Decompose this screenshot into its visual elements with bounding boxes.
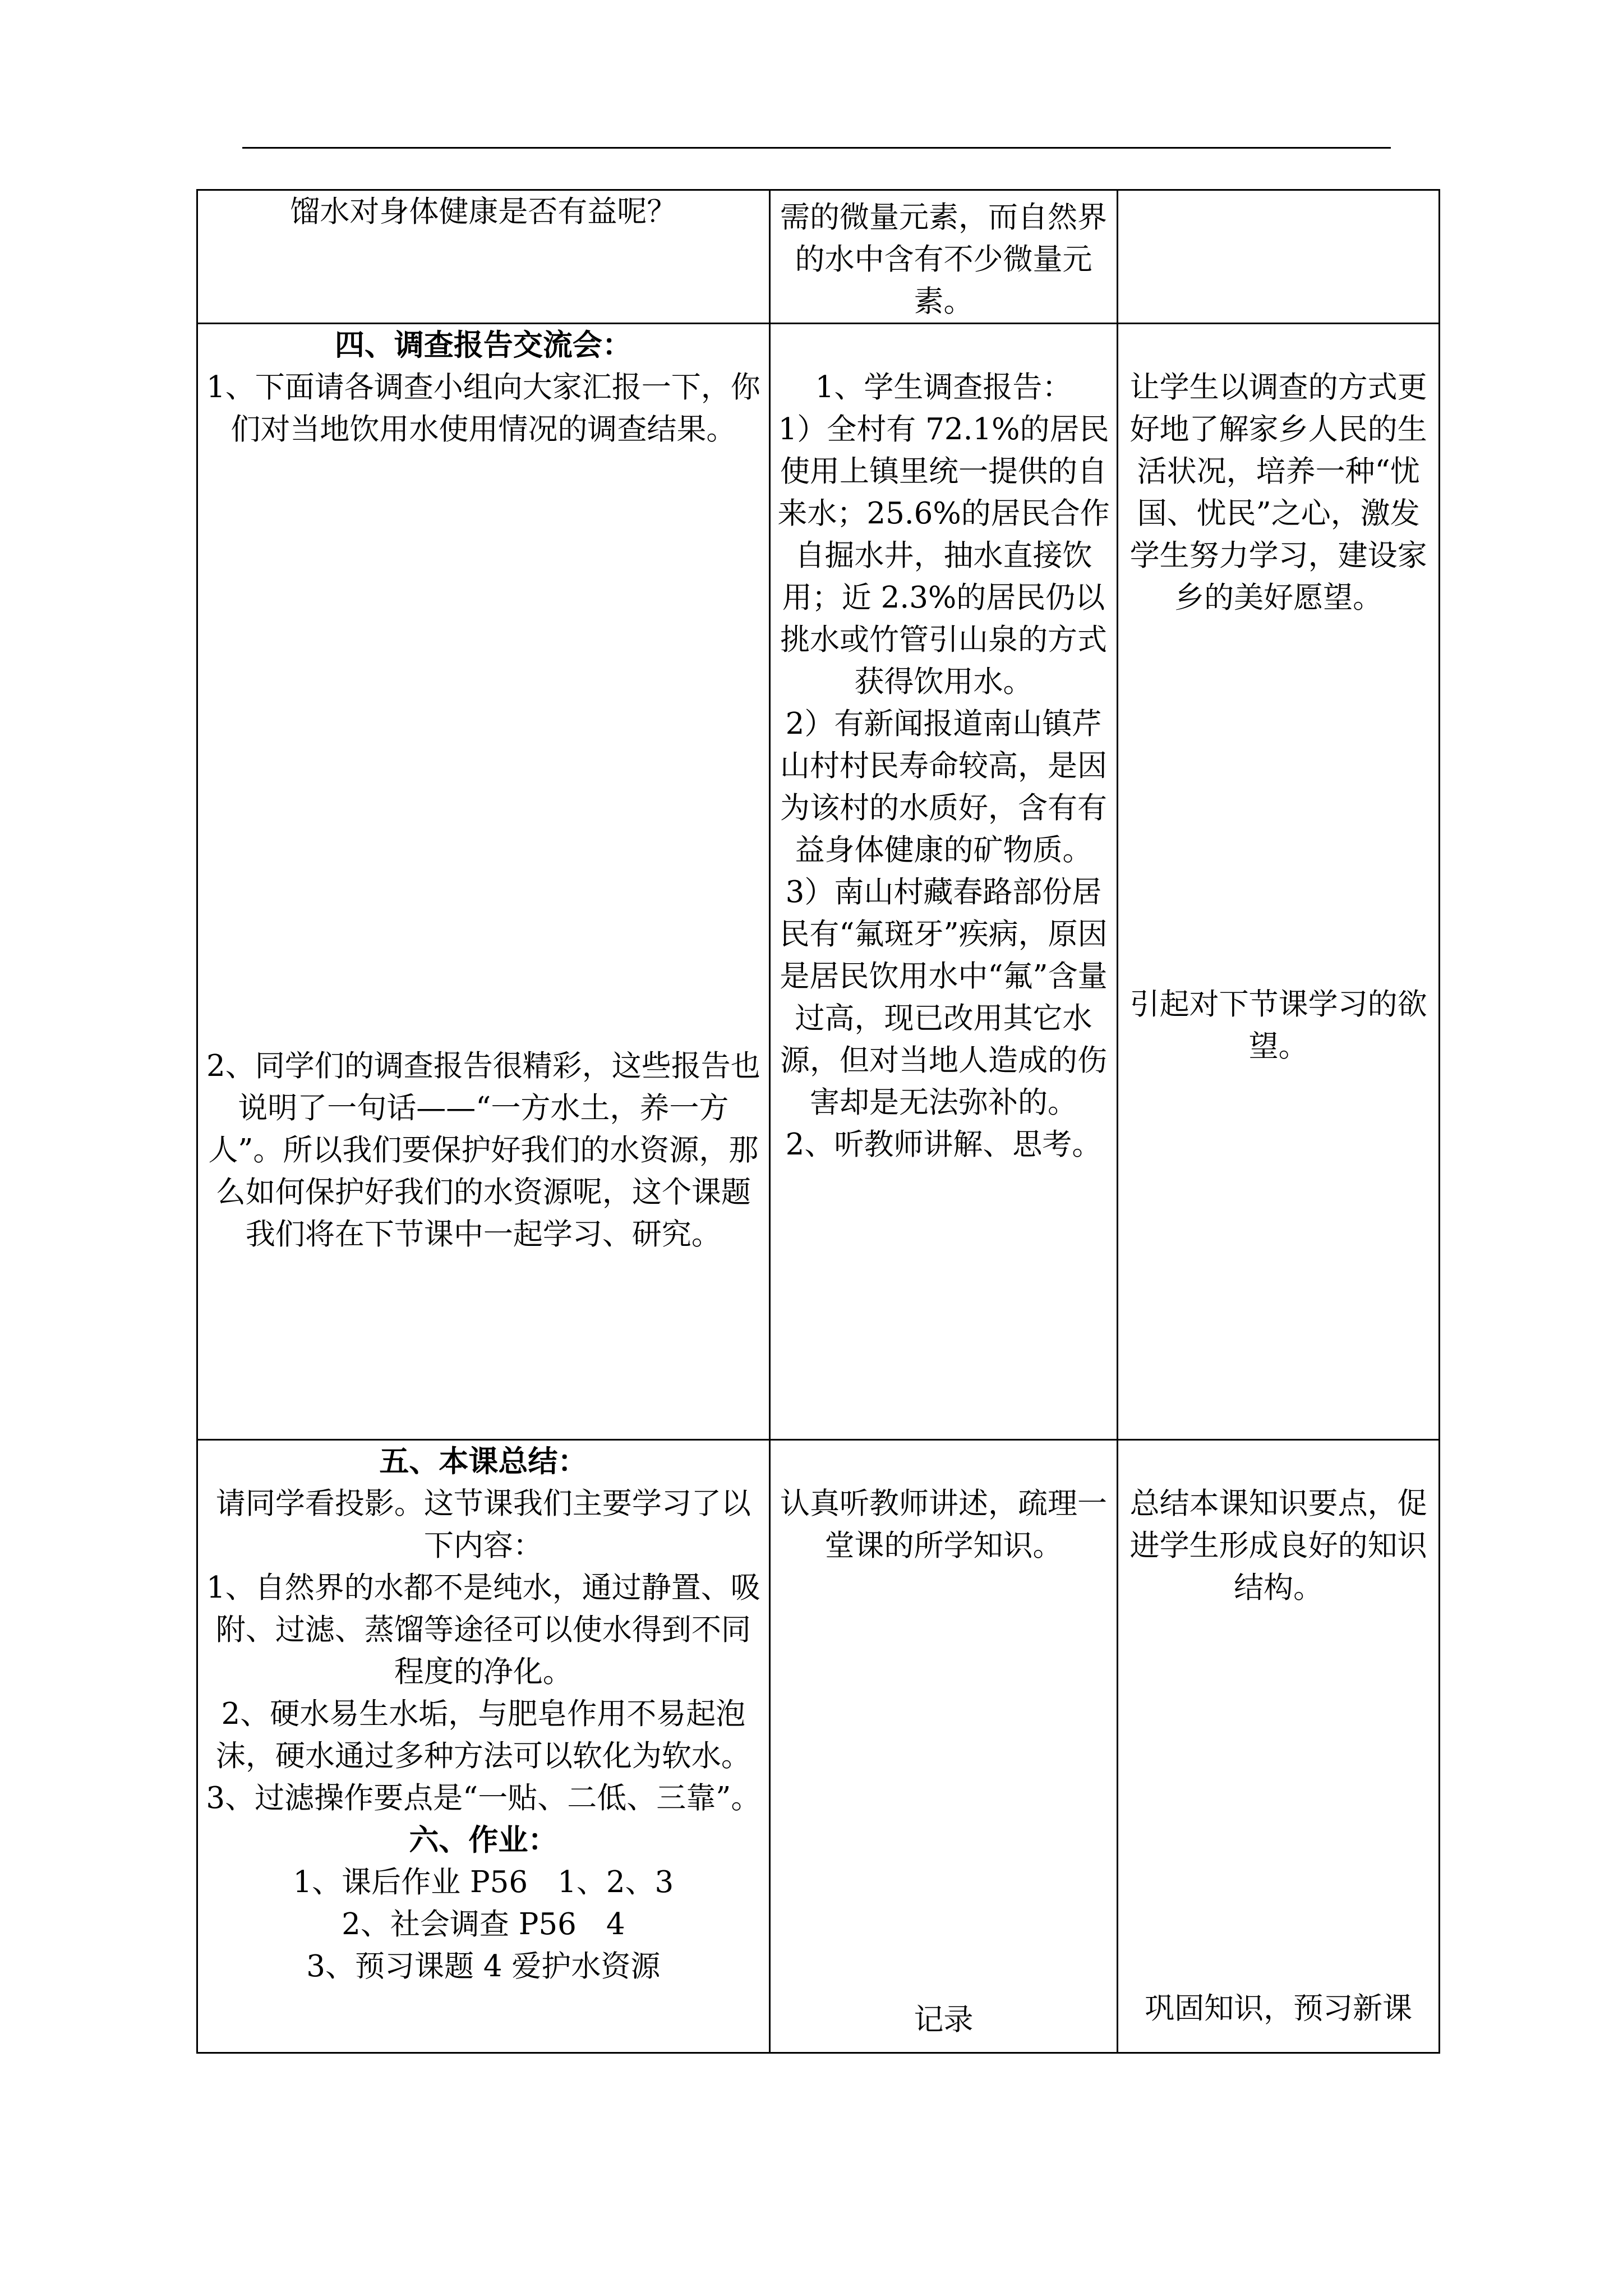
- section-heading: 六、作业：: [409, 1823, 558, 1857]
- intent-cell: [1118, 1440, 1440, 2053]
- table-row-continuation: [197, 190, 1440, 324]
- section-heading: 四、调查报告交流会：: [334, 328, 632, 362]
- homework-item: 2、社会调查 P56 4: [342, 1907, 625, 1941]
- teacher-text: 请同学看投影。这节课我们主要学习了以下内容：: [215, 1487, 751, 1563]
- student-text: 1）全村有 72.1%的居民使用上镇里统一提供的自来水；25.6%的居民合作自掘水井，抽水直接饮用；近 2.3%的居民仍以挑水或竹管引山泉的方式获得饮用水。: [777, 412, 1110, 699]
- student-text: 认真听教师讲述，疏理一堂课的所学知识。: [780, 1487, 1108, 1563]
- teacher-text: 3、过滤操作要点是“一贴、二低、三靠”。: [206, 1781, 761, 1815]
- teacher-text: 馏水对身体健康是否有益呢？: [290, 195, 677, 229]
- intent-text: 巩固知识，预习新课: [1145, 1991, 1413, 2026]
- student-cell: [769, 324, 1118, 1440]
- teacher-cell: [197, 324, 770, 1440]
- teacher-cell: [197, 190, 770, 324]
- table-row-section-5-6: [197, 1440, 1440, 2053]
- table-row-section-4: [197, 324, 1440, 1440]
- header-rule: [242, 147, 1391, 149]
- student-text: 2）有新闻报道南山镇芹山村村民寿命较高，是因为该村的水质好，含有有益身体健康的矿物质。: [780, 707, 1108, 867]
- intent-text: 让学生以调查的方式更好地了解家乡人民的生活状况，培养一种“忧国、忧民”之心，激发学生努力学习，建设家乡的美好愿望。: [1129, 370, 1427, 615]
- student-cell: [769, 190, 1118, 324]
- student-text: 1、学生调查报告：: [815, 370, 1072, 404]
- student-cell: [769, 1440, 1118, 2053]
- intent-cell: [1118, 324, 1440, 1440]
- student-text: 记录: [914, 2003, 974, 2037]
- intent-text: 总结本课知识要点，促进学生形成良好的知识结构。: [1129, 1487, 1427, 1605]
- student-text: 2、听教师讲解、思考。: [785, 1128, 1102, 1162]
- teacher-text: 2、同学们的调查报告很精彩，这些报告也说明了一句话——“一方水土，养一方人”。所以我们要保护好我们的水资源，那么如何保护好我们的水资源呢，这个课题我们将在下节课中一起学习、研究。: [206, 1049, 760, 1251]
- teacher-text: 1、下面请各调查小组向大家汇报一下，你们对当地饮用水使用情况的调查结果。: [206, 370, 760, 447]
- intent-text: 引起对下节课学习的欲望。: [1129, 987, 1427, 1064]
- lesson-plan-table: [196, 189, 1440, 2054]
- teacher-cell: [197, 1440, 770, 2053]
- student-text: 3）南山村藏春路部份居民有“氟斑牙”疾病，原因是居民饮用水中“氟”含量过高，现已改用其它水源，但对当地人造成的伤害却是无法弥补的。: [780, 875, 1108, 1120]
- student-text: 需的微量元素，而自然界的水中含有不少微量元素。: [780, 200, 1108, 319]
- section-heading: 五、本课总结：: [379, 1444, 588, 1479]
- teacher-text: 2、硬水易生水垢，与肥皂作用不易起泡沫，硬水通过多种方法可以软化为软水。: [215, 1697, 751, 1773]
- homework-item: 3、预习课题 4 爱护水资源: [306, 1949, 661, 1984]
- homework-item: 1、课后作业 P56 1、2、3: [293, 1865, 674, 1899]
- teacher-text: 1、自然界的水都不是纯水，通过静置、吸附、过滤、蒸馏等途径可以使水得到不同程度的净化。: [206, 1571, 760, 1689]
- intent-cell: [1118, 190, 1440, 324]
